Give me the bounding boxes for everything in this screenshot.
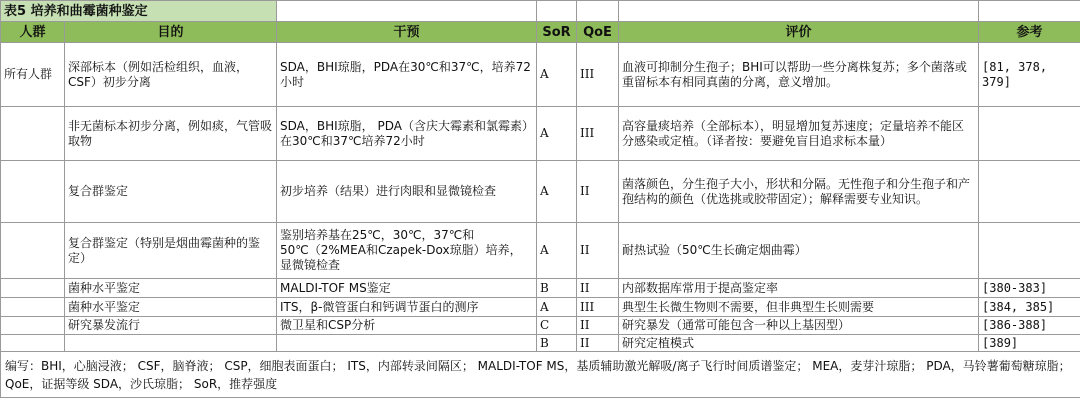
header-sor: SoR bbox=[537, 22, 577, 43]
header-population: 人群 bbox=[1, 22, 65, 43]
cell-sor: A bbox=[537, 161, 577, 223]
cell-population bbox=[1, 335, 65, 352]
cell-population bbox=[1, 317, 65, 335]
cell-qoe: III bbox=[577, 43, 619, 107]
cell-comment: 典型生长微生物则不需要，但非典型生长则需要 bbox=[619, 298, 979, 317]
table-row bbox=[1, 317, 1080, 335]
cell-purpose: 菌种水平鉴定 bbox=[65, 298, 277, 317]
table-row bbox=[1, 107, 1080, 161]
cell-comment: 内部数据库常用于提高鉴定率 bbox=[619, 279, 979, 298]
cell-references bbox=[979, 107, 1080, 161]
cell-comment: 高容量痰培养（全部标本），明显增加复苏速度；定量培养不能区分感染或定植。（译者按：要避免盲目追求标本量） bbox=[619, 107, 979, 161]
cell-sor: A bbox=[537, 223, 577, 279]
cell-references bbox=[979, 161, 1080, 223]
cell-purpose: 非无菌标本初步分离，例如痰，气管吸取物 bbox=[65, 107, 277, 161]
cell-population bbox=[1, 107, 65, 161]
cell-sor: C bbox=[537, 317, 577, 335]
cell-intervention: 微卫星和CSP分析 bbox=[277, 317, 537, 335]
cell-purpose bbox=[65, 335, 277, 352]
cell-population bbox=[1, 223, 65, 279]
table-row bbox=[1, 298, 1080, 317]
cell-sor: B bbox=[537, 335, 577, 352]
cell-intervention: SDA，BHI琼脂， PDA（含庆大霉素和氯霉素）在30℃和37℃培养72小时 bbox=[277, 107, 537, 161]
table-row bbox=[1, 335, 1080, 352]
header-comment: 评价 bbox=[619, 22, 979, 43]
cell-sor: A bbox=[537, 43, 577, 107]
cell-comment: 研究定植模式 bbox=[619, 335, 979, 352]
header-intervention: 干预 bbox=[277, 22, 537, 43]
cell-comment: 耐热试验（50℃生长确定烟曲霉） bbox=[619, 223, 979, 279]
cell-qoe: III bbox=[577, 298, 619, 317]
cell-comment: 血液可抑制分生孢子；BHI可以帮助一些分离株复苏；多个菌落或重留标本有相同真菌的分离，意义增加。 bbox=[619, 43, 979, 107]
cell-references: [389] bbox=[979, 335, 1080, 352]
cell-intervention bbox=[277, 335, 537, 352]
cell-sor: A bbox=[537, 107, 577, 161]
header-purpose: 目的 bbox=[65, 22, 277, 43]
cell-population bbox=[1, 279, 65, 298]
cell-references: [386-388] bbox=[979, 317, 1080, 335]
header-references: 参考 bbox=[979, 22, 1080, 43]
cell-comment: 研究暴发（通常可能包含一种以上基因型） bbox=[619, 317, 979, 335]
table-row bbox=[1, 279, 1080, 298]
cell-qoe: II bbox=[577, 335, 619, 352]
cell-qoe: II bbox=[577, 223, 619, 279]
cell-comment: 菌落颜色，分生孢子大小，形状和分隔。无性孢子和分生孢子和产孢结构的颜色（优选挑或胶带固定）；解释需要专业知识。 bbox=[619, 161, 979, 223]
cell-sor: B bbox=[537, 279, 577, 298]
cell-qoe: III bbox=[577, 107, 619, 161]
cell-intervention: MALDI-TOF MS鉴定 bbox=[277, 279, 537, 298]
cell-references bbox=[979, 223, 1080, 279]
cell-qoe: II bbox=[577, 279, 619, 298]
cell-purpose: 复合群鉴定（特别是烟曲霉菌种的鉴定） bbox=[65, 223, 277, 279]
cell-qoe: II bbox=[577, 161, 619, 223]
table-title: 表5 培养和曲霉菌种鉴定 bbox=[1, 1, 277, 22]
cell-sor: A bbox=[537, 298, 577, 317]
header-qoe: QoE bbox=[577, 22, 619, 43]
table-row bbox=[1, 161, 1080, 223]
cell-purpose: 复合群鉴定 bbox=[65, 161, 277, 223]
cell-references: [81, 378, 379] bbox=[979, 43, 1080, 107]
cell-population: 所有人群 bbox=[1, 43, 65, 107]
cell-purpose: 菌种水平鉴定 bbox=[65, 279, 277, 298]
cell-purpose: 研究暴发流行 bbox=[65, 317, 277, 335]
cell-purpose: 深部标本（例如活检组织，血液，CSF）初步分离 bbox=[65, 43, 277, 107]
cell-intervention: 鉴别培养基在25℃，30℃，37℃和50℃（2%MEA和Czapek-Dox琼脂）培养，显微镜检查 bbox=[277, 223, 537, 279]
table-row bbox=[1, 43, 1080, 107]
cell-intervention: 初步培养（结果）进行肉眼和显微镜检查 bbox=[277, 161, 537, 223]
cell-population bbox=[1, 161, 65, 223]
cell-qoe: II bbox=[577, 317, 619, 335]
cell-references: [384, 385] bbox=[979, 298, 1080, 317]
table-row bbox=[1, 223, 1080, 279]
cell-population bbox=[1, 298, 65, 317]
cell-references: [380-383] bbox=[979, 279, 1080, 298]
cell-intervention: ITS，β-微管蛋白和钙调节蛋白的测序 bbox=[277, 298, 537, 317]
cell-intervention: SDA，BHI琼脂，PDA在30℃和37℃，培养72小时 bbox=[277, 43, 537, 107]
table-footnote: 编写：BHI，心脑浸液； CSF，脑脊液； CSP，细胞表面蛋白； ITS，内部转录间隔区； MALDI-TOF MS，基质辅助激光解吸/离子飞行时间质谱鉴定； MEA，麦芽汁琼脂； PDA，马铃薯葡萄糖琼脂； QoE，证据等级 SDA，沙氏琼脂； SoR，推荐强度 bbox=[1, 352, 1080, 398]
header-row bbox=[1, 22, 1080, 43]
